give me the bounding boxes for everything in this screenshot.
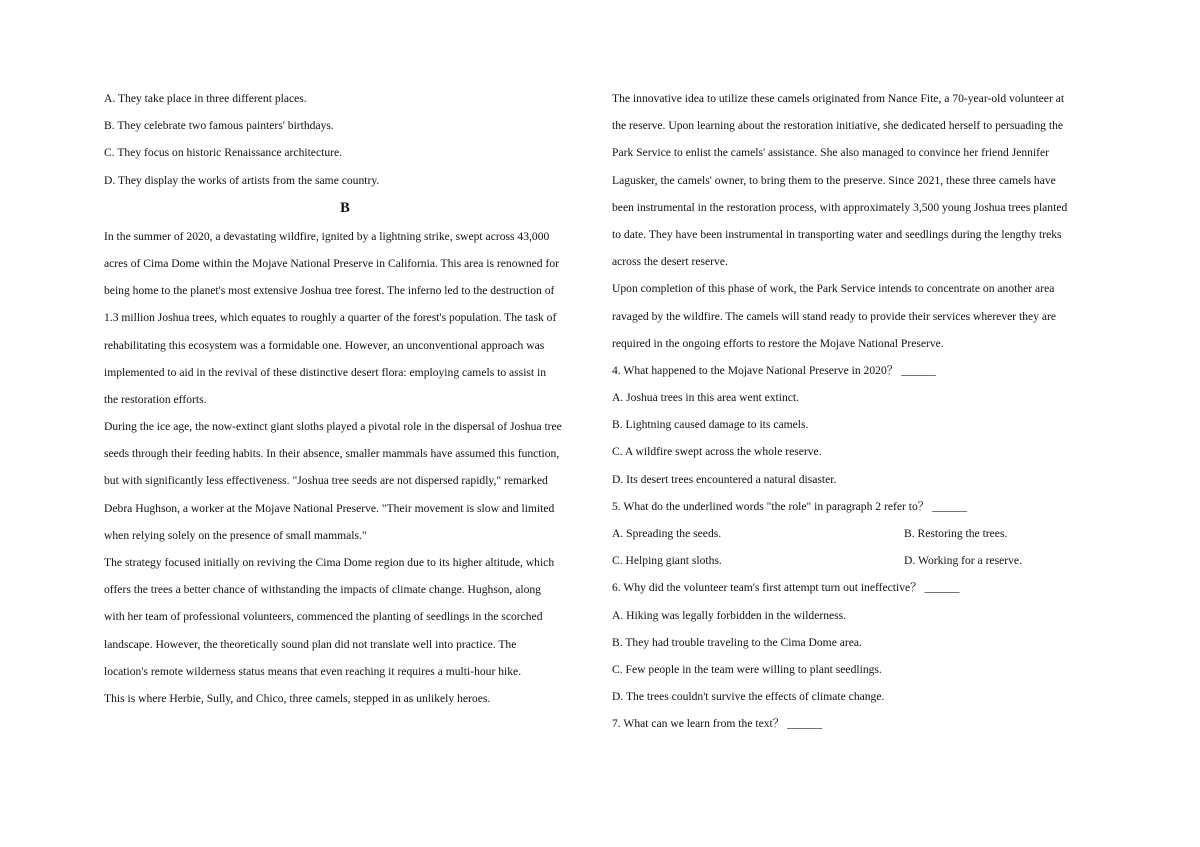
q5-option-c: C. Helping giant sloths.: [612, 554, 722, 568]
option-a: A. They take place in three different places.: [104, 92, 307, 105]
passage-line: with her team of professional volunteers, commenced the planting of seedlings in the scorched: [104, 610, 543, 624]
passage-line: implemented to aid in the revival of these distinctive desert flora: employing camels to assist in: [104, 365, 547, 379]
passage-line: when relying solely on the presence of small mammals.": [104, 528, 367, 542]
passage-line: Upon completion of this phase of work, the Park Service intends to concentrate on another area: [612, 282, 1055, 296]
passage-line: offers the trees a better chance of withstanding the impacts of climate change. Hughson, along: [104, 583, 541, 597]
q5-option-d: D. Working for a reserve.: [904, 554, 1022, 568]
left-column: [104, 85, 594, 712]
passage-line: ravaged by the wildfire. The camels will stand ready to provide their services wherever they are: [612, 309, 1057, 323]
passage-line: During the ice age, the now-extinct giant sloths played a pivotal role in the dispersal of Joshua tree: [104, 420, 562, 434]
passage-line: 1.3 million Joshua trees, which equates to roughly a quarter of the forest's population. The task of: [104, 311, 557, 325]
section-title: B: [340, 199, 350, 216]
q4-option-c: C. A wildfire swept across the whole reserve.: [612, 445, 822, 459]
question-6: 6. Why did the volunteer team's first attempt turn out ineffective？ ______: [612, 581, 960, 595]
q5-option-b: B. Restoring the trees.: [904, 527, 1008, 540]
q4-option-b: B. Lightning caused damage to its camels.: [612, 418, 809, 432]
passage-line: Park Service to enlist the camels' assistance. She also managed to convince her friend Jennifer: [612, 146, 1050, 160]
passage-line: Lagusker, the camels' owner, to bring them to the preserve. Since 2021, these three camels have: [612, 173, 1056, 187]
q5-options-row-2: [612, 547, 1102, 574]
passage-line: seeds through their feeding habits. In their absence, smaller mammals have assumed this function,: [104, 447, 560, 461]
passage-line: to date. They have been instrumental in transporting water and seedlings during the lengthy treks: [612, 227, 1062, 241]
q6-option-b: B. They had trouble traveling to the Cima Dome area.: [612, 635, 862, 649]
option-d: D. They display the works of artists from the same country.: [104, 173, 380, 187]
passage-line: the restoration efforts.: [104, 392, 207, 406]
passage-line: acres of Cima Dome within the Mojave National Preserve in California. This area is renowned for: [104, 256, 560, 270]
q4-option-d: D. Its desert trees encountered a natural disaster.: [612, 472, 837, 486]
q6-option-c: C. Few people in the team were willing to plant seedlings.: [612, 662, 882, 676]
passage-line: been instrumental in the restoration process, with approximately 3,500 young Joshua trees planted: [612, 200, 1068, 214]
question-4: 4. What happened to the Mojave National Preserve in 2020？ ______: [612, 363, 937, 377]
passage-line: being home to the planet's most extensive Joshua tree forest. The inferno led to the destruction of: [104, 284, 555, 298]
q6-option-a: A. Hiking was legally forbidden in the wilderness.: [612, 608, 847, 622]
passage-line: This is where Herbie, Sully, and Chico, three camels, stepped in as unlikely heroes.: [104, 691, 491, 705]
passage-line: but with significantly less effectiveness. "Joshua tree seeds are not dispersed rapidly," remarked: [104, 474, 548, 488]
right-column: [612, 85, 1102, 738]
q5-options-row-1: [612, 520, 1102, 547]
passage-line: rehabilitating this ecosystem was a formidable one. However, an unconventional approach was: [104, 338, 545, 352]
q5-option-a: A. Spreading the seeds.: [612, 527, 722, 540]
q4-option-a: A. Joshua trees in this area went extinct.: [612, 391, 800, 405]
passage-line: the reserve. Upon learning about the restoration initiative, she dedicated herself to persuading the: [612, 119, 1064, 133]
question-5: 5. What do the underlined words "the role" in paragraph 2 refer to？ ______: [612, 499, 968, 513]
q6-option-d: D. The trees couldn't survive the effects of climate change.: [612, 690, 885, 704]
passage-line: In the summer of 2020, a devastating wildfire, ignited by a lightning strike, swept across 43,000: [104, 229, 550, 243]
passage-line: The strategy focused initially on reviving the Cima Dome region due to its higher altitude, which: [104, 556, 555, 569]
passage-line: The innovative idea to utilize these camels originated from Nance Fite, a 70-year-old volunteer at: [612, 92, 1065, 105]
passage-line: Debra Hughson, a worker at the Mojave National Preserve. "Their movement is slow and limited: [104, 501, 555, 515]
option-b: B. They celebrate two famous painters' birthdays.: [104, 119, 334, 133]
passage-line: across the desert reserve.: [612, 255, 728, 269]
passage-line: landscape. However, the theoretically sound plan did not translate well into practice. The: [104, 637, 517, 651]
option-c: C. They focus on historic Renaissance architecture.: [104, 146, 343, 160]
passage-line: required in the ongoing efforts to restore the Mojave National Preserve.: [612, 336, 944, 350]
question-7: 7. What can we learn from the text？ ______: [612, 717, 823, 731]
passage-line: location's remote wilderness status means that even reaching it requires a multi-hour hike.: [104, 664, 522, 678]
